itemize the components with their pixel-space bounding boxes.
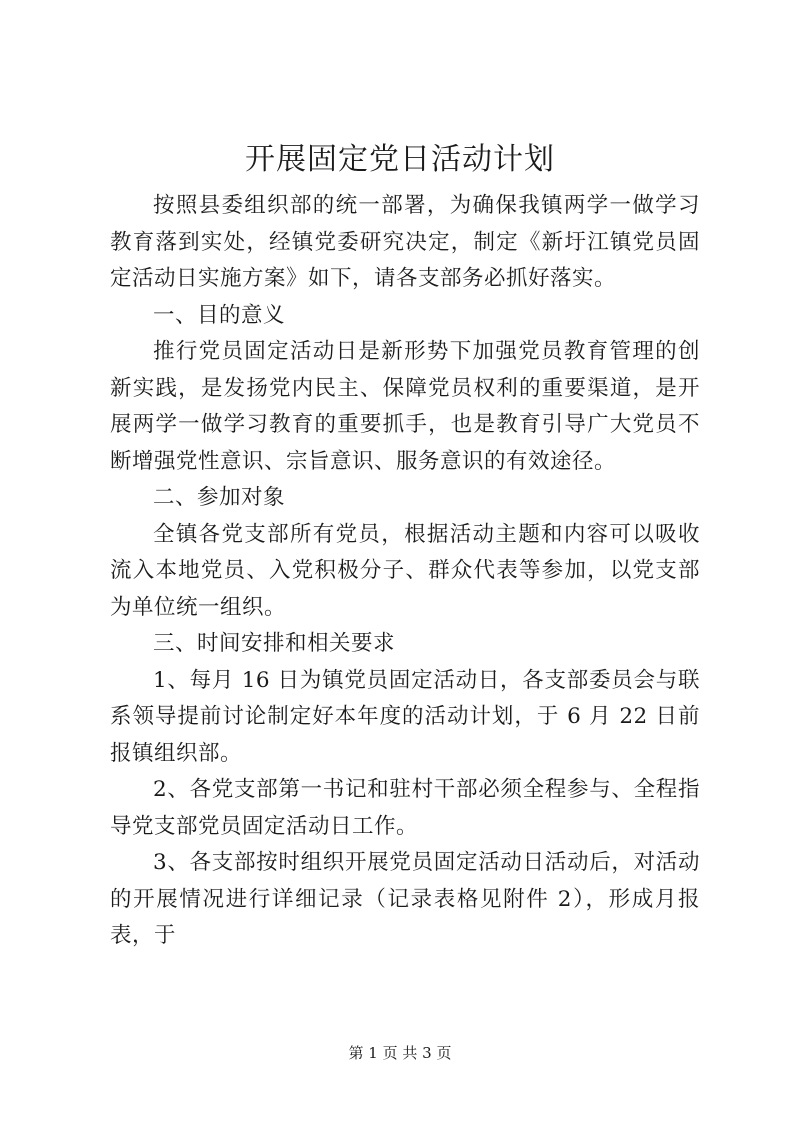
page-title: 开展固定党日活动计划: [245, 142, 555, 177]
purpose-paragraph: 推行党员固定活动日是新形势下加强党员教育管理的创新实践，是发扬党内民主、保障党员权利的重要渠道，是开展两学一做学习教育的重要抓手，也是教育引导广大党员不断增强党性意识、宗旨意识、服务意识的有效途径。: [110, 339, 700, 474]
intro-paragraph: 按照县委组织部的统一部署，为确保我镇两学一做学习教育落到实处，经镇党委研究决定，制定《新圩江镇党员固定活动日实施方案》如下，请各支部务必抓好落实。: [110, 193, 700, 291]
section-heading-purpose: 一、目的意义: [153, 302, 286, 328]
section-heading-schedule: 三、时间安排和相关要求: [153, 631, 396, 656]
requirement-item-2: 2、各党支部第一书记和驻村干部必须全程参与、全程指导党支部党员固定活动日工作。: [110, 777, 700, 839]
participants-paragraph: 全镇各党支部所有党员，根据活动主题和内容可以吸收流入本地党员、入党积极分子、群众代表等参加，以党支部为单位统一组织。: [110, 521, 700, 620]
document-body: [110, 188, 700, 955]
requirement-item-1: 1、每月 16 日为镇党员固定活动日，各支部委员会与联系领导提前讨论制定好本年度的活动计划，于 6 月 22 日前报镇组织部。: [110, 667, 700, 766]
section-heading-participants: 二、参加对象: [153, 485, 286, 510]
requirement-item-3: 3、各支部按时组织开展党员固定活动日活动后，对活动的开展情况进行详细记录（记录表格见附件 2），形成月报表，于: [110, 850, 700, 948]
page-footer: 第 1 页 共 3 页: [348, 1044, 452, 1062]
